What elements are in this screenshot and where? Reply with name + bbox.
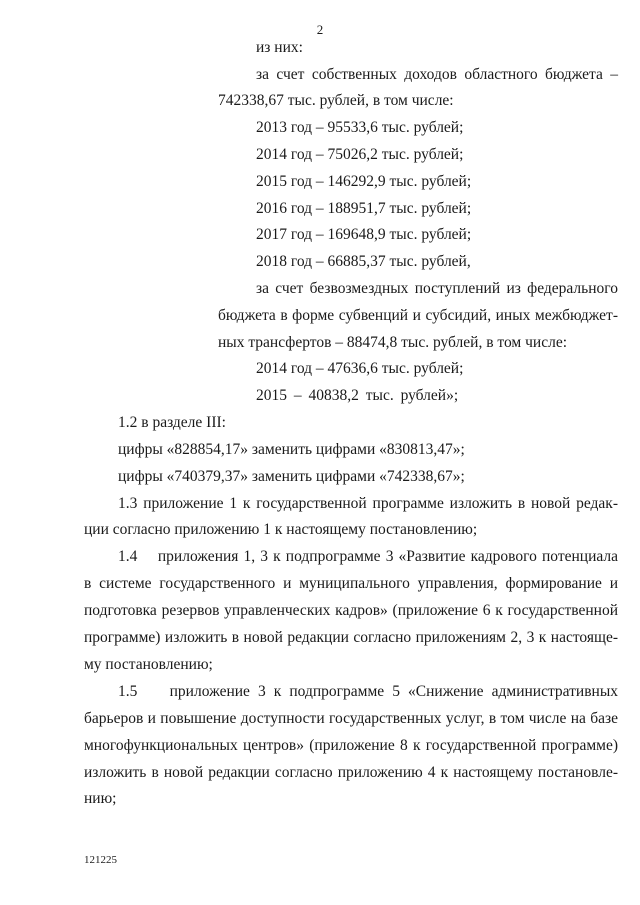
text-line: изложить в новой редакции согласно приложению 4 к настоящему постановле- — [84, 764, 618, 781]
text-line: нию; — [84, 790, 117, 807]
text-line: 1.3 приложение 1 к государственной программе изложить в новой редак- — [118, 495, 618, 512]
text-line: из них: — [256, 39, 303, 56]
text-line: 2014 год – 47636,6 тыс. рублей; — [256, 360, 464, 377]
text-line: бюджета в форме субвенций и субсидий, иных межбюджет- — [218, 307, 618, 324]
text-line: в системе государственного и муниципального управления, формирование и — [84, 575, 618, 592]
text-line: 1.4 приложения 1, 3 к подпрограмме 3 «Развитие кадрового потенциала — [118, 548, 618, 565]
text-line: 1.2 в разделе III: — [118, 414, 226, 431]
text-line: 2015 год – 146292,9 тыс. рублей; — [256, 173, 472, 190]
text-line: 2016 год – 188951,7 тыс. рублей; — [256, 200, 472, 217]
text-line: 742338,67 тыс. рублей, в том числе: — [218, 92, 454, 109]
text-line: барьеров и повышение доступности государственных услуг, в том числе на базе — [84, 710, 618, 727]
text-line: ции согласно приложению 1 к настоящему постановлению; — [84, 521, 478, 538]
text-line: 2015 – 40838,2 тыс. рублей»; — [256, 387, 459, 404]
text-line: за счет собственных доходов областного бюджета – — [256, 66, 618, 83]
text-line: ных трансфертов – 88474,8 тыс. рублей, в том числе: — [218, 334, 568, 351]
text-line: 2017 год – 169648,9 тыс. рублей; — [256, 226, 472, 243]
text-line: программе) изложить в новой редакции согласно приложениям 2, 3 к настояще- — [84, 629, 618, 646]
text-line: подготовка резервов управленческих кадров» (приложение 6 к государственной — [84, 602, 618, 619]
text-line: му постановлению; — [84, 656, 213, 673]
text-line: многофункциональных центров» (приложение 8 к государственной программе) — [84, 737, 618, 754]
text-line: цифры «740379,37» заменить цифрами «742338,67»; — [118, 468, 465, 485]
text-line: за счет безвозмездных поступлений из федерального — [256, 280, 618, 297]
text-line: 2014 год – 75026,2 тыс. рублей; — [256, 146, 464, 163]
document-code: 121225 — [84, 854, 117, 866]
page-number: 2 — [316, 22, 324, 37]
text-line: 1.5 приложение 3 к подпрограмме 5 «Снижение административных — [118, 683, 618, 700]
text-line: 2013 год – 95533,6 тыс. рублей; — [256, 119, 464, 136]
text-line: 2018 год – 66885,37 тыс. рублей, — [256, 253, 471, 270]
text-line: цифры «828854,17» заменить цифрами «830813,47»; — [118, 441, 465, 458]
